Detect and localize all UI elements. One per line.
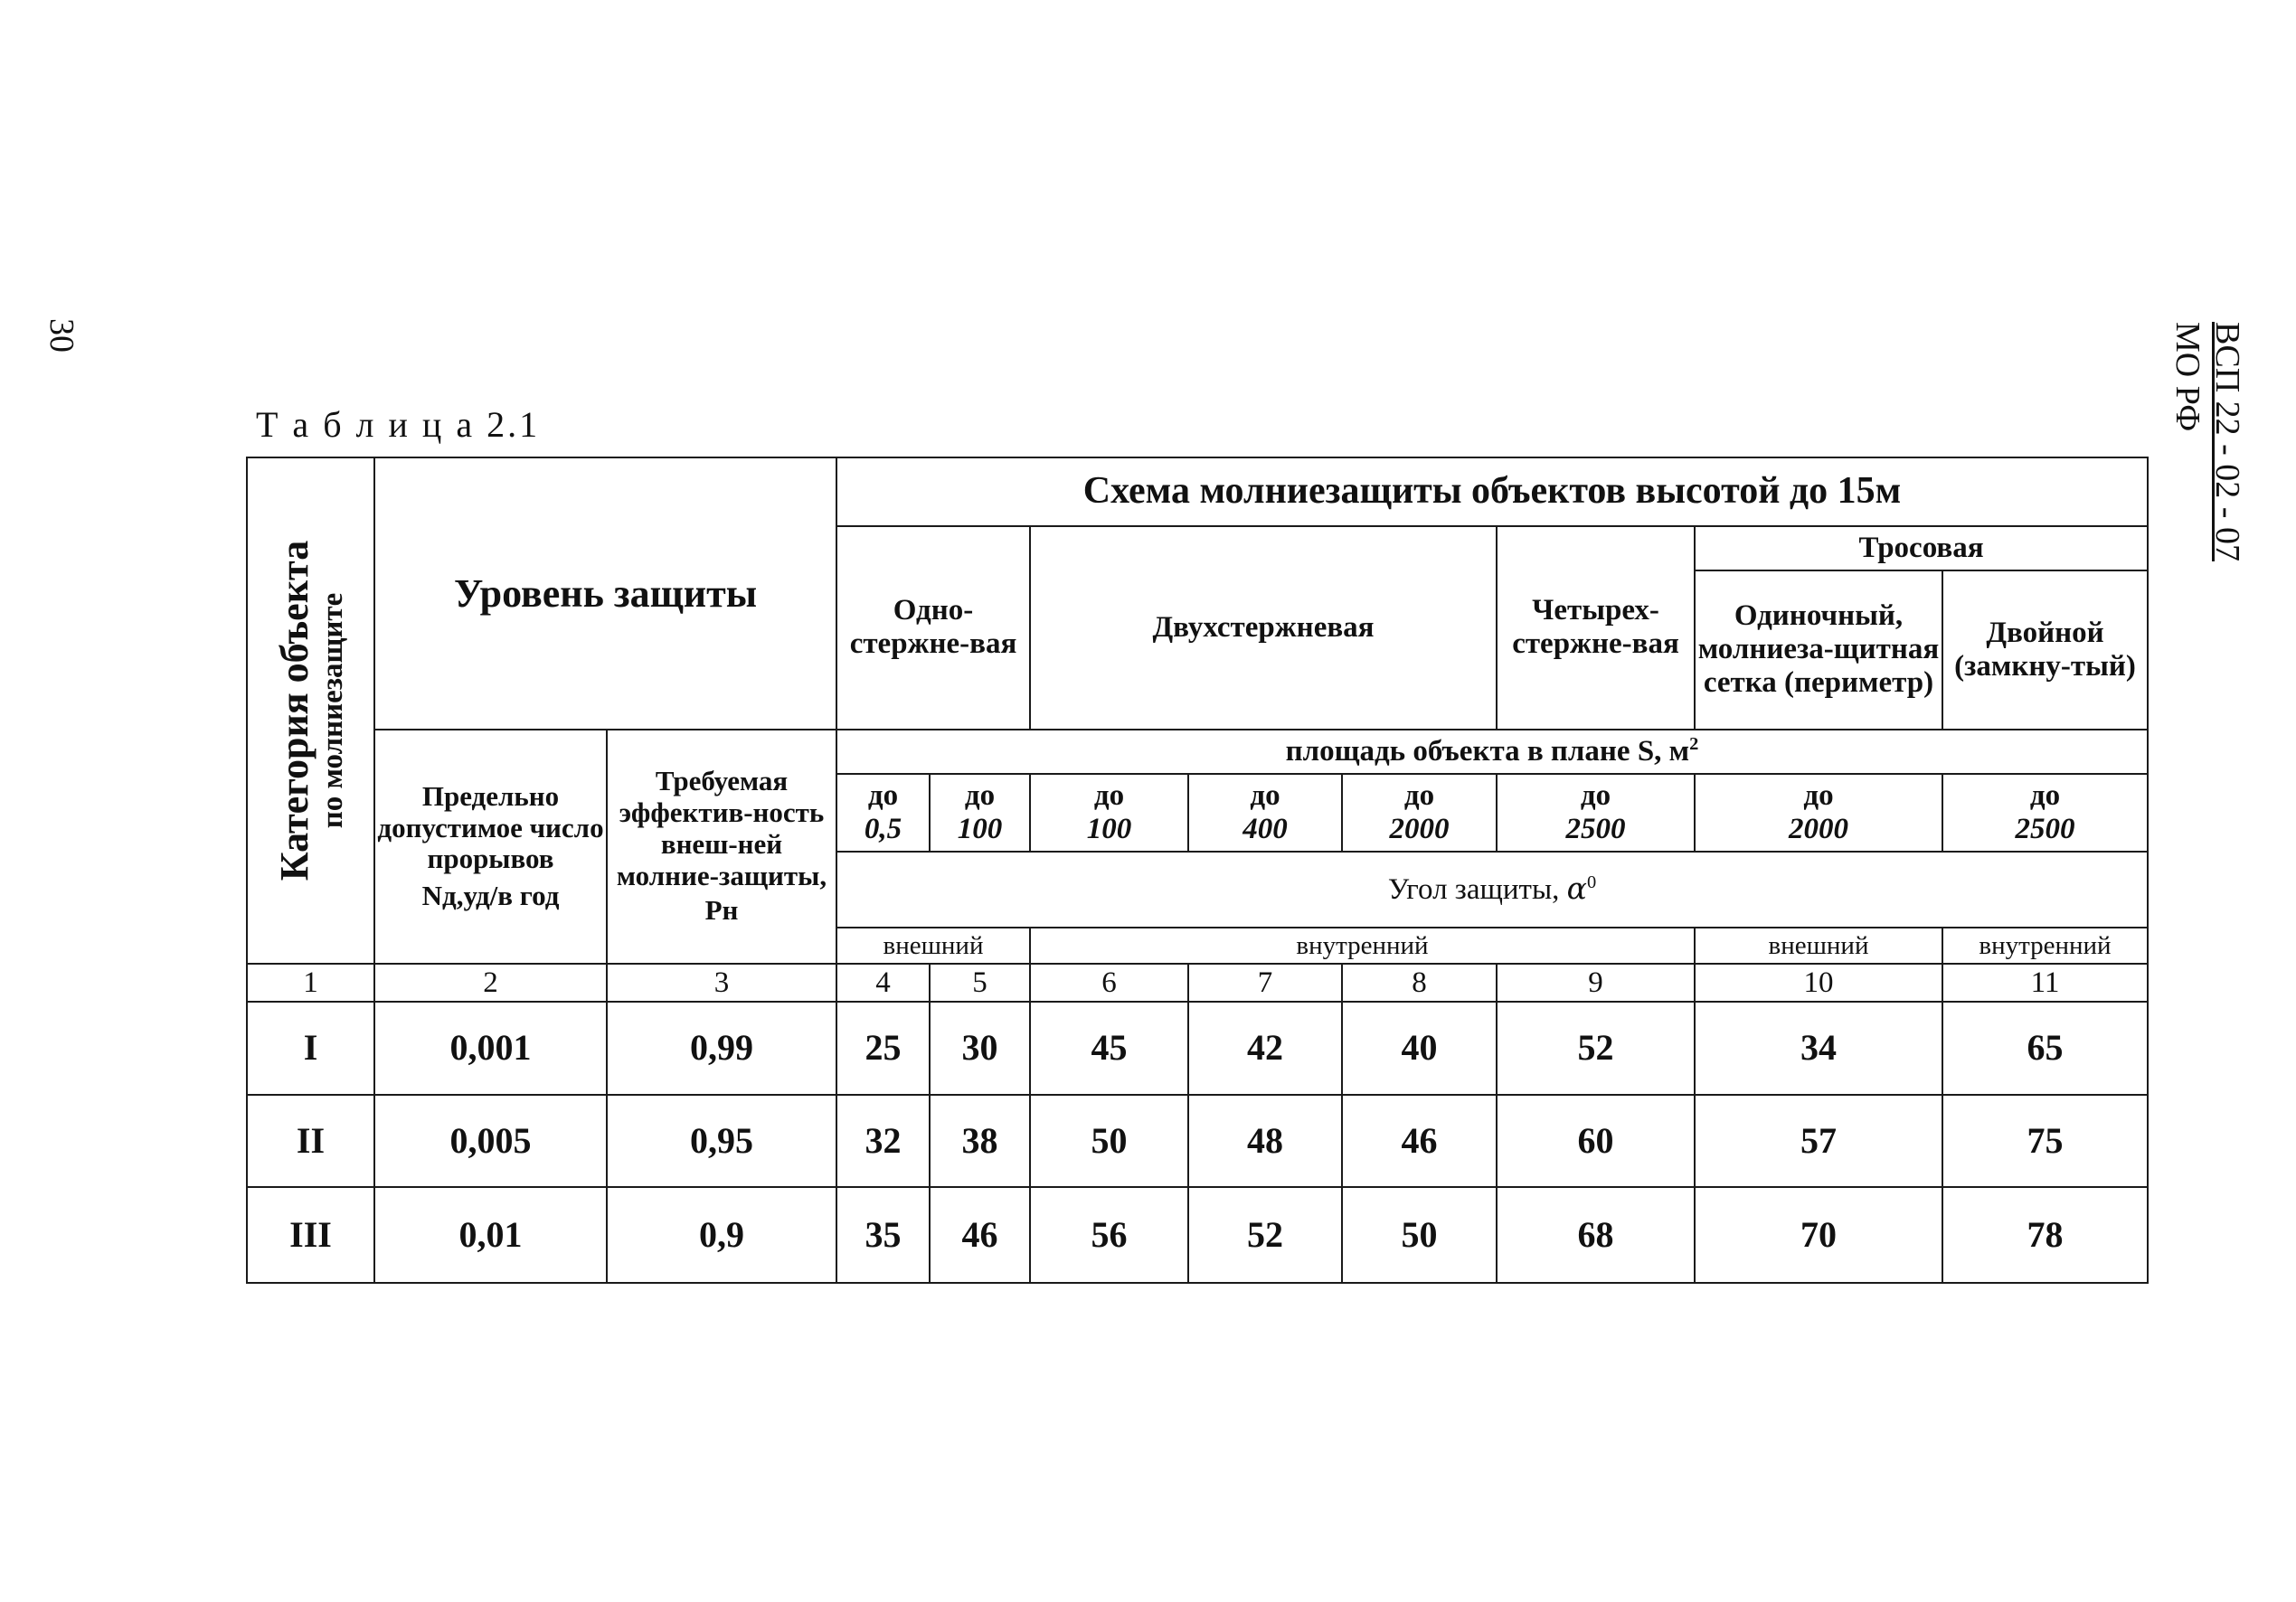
area-col-5: до 100: [930, 774, 1030, 852]
limit-breakthroughs-header: [374, 730, 607, 965]
double-rod-header: Двухстержневая: [1030, 526, 1497, 730]
area-col-10: до 2000: [1695, 774, 1942, 852]
column-number: 5: [930, 964, 1030, 1002]
four-rod-header: Четырех-стержне-вая: [1497, 526, 1695, 730]
alpha-symbol: α: [1566, 871, 1587, 907]
table-cell: 0,001: [374, 1002, 607, 1095]
table-cell: 50: [1030, 1095, 1188, 1187]
document-code: [2168, 322, 2247, 561]
category-header-line2: по молниезащите: [316, 592, 349, 829]
table-row: [247, 1002, 2148, 1095]
limit-breakthroughs-label: Предельно допустимое число прорывов: [377, 779, 604, 875]
table-cell: 50: [1342, 1187, 1497, 1283]
angle-type-outer-1: внешний: [836, 928, 1030, 964]
table-cell: 25: [836, 1002, 930, 1095]
table-cell: 52: [1497, 1002, 1695, 1095]
column-number: 10: [1695, 964, 1942, 1002]
column-number: 11: [1942, 964, 2148, 1002]
area-col-11: до 2500: [1942, 774, 2148, 852]
table-cell: 42: [1188, 1002, 1342, 1095]
column-number: 6: [1030, 964, 1188, 1002]
table-cell: 0,9: [607, 1187, 836, 1283]
single-rod-header: Одно-стержне-вая: [836, 526, 1030, 730]
efficiency-label: Требуемая эффектив-ность внеш-ней молние-защиты,: [616, 765, 827, 891]
angle-type-inner-1: внутренний: [1030, 928, 1695, 964]
table-cell: 56: [1030, 1187, 1188, 1283]
table-cell: 68: [1497, 1187, 1695, 1283]
column-number: 9: [1497, 964, 1695, 1002]
document-code-number: ВСП 22 - 02 - 07: [2208, 322, 2246, 561]
column-number: 7: [1188, 964, 1342, 1002]
category-cell: II: [247, 1095, 374, 1187]
table-cell: 0,95: [607, 1095, 836, 1187]
area-col-8: до 2000: [1342, 774, 1497, 852]
document-organization: МО РФ: [2168, 322, 2206, 432]
table-cell: 38: [930, 1095, 1030, 1187]
area-label: площадь объекта в плане S, м: [1285, 735, 1690, 768]
table-cell: 0,99: [607, 1002, 836, 1095]
efficiency-header: [607, 730, 836, 965]
category-header-line1: Категория объекта: [271, 540, 317, 881]
efficiency-unit: Pн: [704, 894, 739, 927]
area-col-9: до 2500: [1497, 774, 1695, 852]
angle-type-outer-2: внешний: [1695, 928, 1942, 964]
angle-label: Угол защиты,: [1387, 873, 1560, 907]
table-cell: 40: [1342, 1002, 1497, 1095]
angle-type-inner-2: внутренний: [1942, 928, 2148, 964]
area-col-7: до 400: [1188, 774, 1342, 852]
table-cell: 32: [836, 1095, 930, 1187]
column-number: 8: [1342, 964, 1497, 1002]
column-number: 4: [836, 964, 930, 1002]
table-cell: 46: [1342, 1095, 1497, 1187]
table-cell: 35: [836, 1187, 930, 1283]
table-cell: 57: [1695, 1095, 1942, 1187]
protection-level-header: Уровень защиты: [374, 457, 836, 730]
table-cell: 30: [930, 1002, 1030, 1095]
table-cell: 60: [1497, 1095, 1695, 1187]
angle-sup: 0: [1586, 872, 1597, 893]
table-cell: 48: [1188, 1095, 1342, 1187]
table-caption: Т а б л и ц а 2.1: [256, 404, 541, 445]
table-cell: 0,005: [374, 1095, 607, 1187]
limit-breakthroughs-unit: Nд,уд/в год: [421, 879, 560, 911]
column-number: 1: [247, 964, 374, 1002]
cable-single-header: Одиночный, молниеза-щитная сетка (периметр): [1695, 570, 1942, 730]
area-header: [836, 730, 2148, 775]
table-cell: 52: [1188, 1187, 1342, 1283]
cable-header: Тросовая: [1695, 526, 2148, 570]
column-number: 3: [607, 964, 836, 1002]
angle-header: [836, 852, 2148, 928]
scheme-title: Схема молниезащиты объектов высотой до 15м: [836, 457, 2148, 526]
table-cell: 75: [1942, 1095, 2148, 1187]
category-cell: I: [247, 1002, 374, 1095]
table-cell: 45: [1030, 1002, 1188, 1095]
column-numbers-row: [247, 964, 2148, 1002]
table-cell: 34: [1695, 1002, 1942, 1095]
table-row: [247, 1187, 2148, 1283]
cable-double-header: Двойной (замкну-тый): [1942, 570, 2148, 730]
column-number: 2: [374, 964, 607, 1002]
table-cell: 70: [1695, 1187, 1942, 1283]
table-cell: 78: [1942, 1187, 2148, 1283]
table-cell: 0,01: [374, 1187, 607, 1283]
area-col-6: до 100: [1030, 774, 1188, 852]
table-cell: 46: [930, 1187, 1030, 1283]
table-cell: 65: [1942, 1002, 2148, 1095]
table-row: [247, 1095, 2148, 1187]
area-unit-sup: 2: [1689, 734, 1699, 755]
area-col-4: до 0,5: [836, 774, 930, 852]
category-cell: III: [247, 1187, 374, 1283]
category-header: [247, 457, 374, 964]
page-number: 30: [43, 318, 80, 353]
lightning-protection-table: [246, 457, 2149, 1284]
